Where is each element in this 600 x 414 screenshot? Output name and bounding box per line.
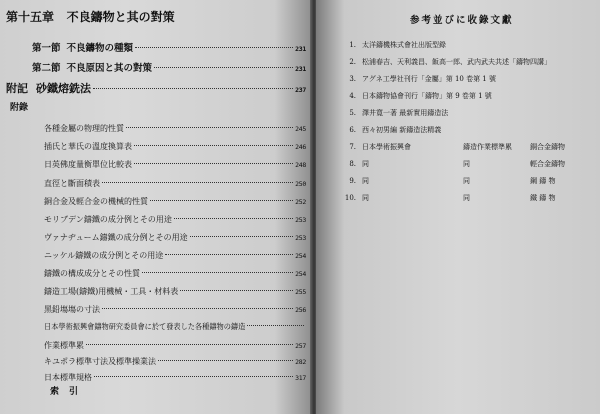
- item-title: 日英佛度量衡單位比較表: [44, 160, 132, 169]
- reference-number: 7.: [349, 143, 356, 151]
- toc-item: [44, 250, 306, 261]
- item-title: 銅合金及輕合金の機械的性質: [44, 197, 148, 206]
- dot-leader: [135, 47, 293, 48]
- reference-text: 同: [362, 177, 369, 185]
- page-number: 245: [295, 125, 306, 133]
- section-label: 第一節: [32, 43, 61, 54]
- toc-section-2: [32, 60, 306, 74]
- references-heading: 参考並びに收錄文獻: [410, 15, 514, 26]
- reference-number: 8.: [349, 160, 356, 168]
- reference-series: 同: [463, 177, 470, 185]
- section-title: 不良鑄物の種類: [66, 43, 134, 54]
- reference-text: 西々初男編 新鑄造法精義: [362, 126, 442, 134]
- reference-number: 10.: [344, 194, 356, 202]
- dot-leader: [154, 67, 293, 68]
- dot-leader: [94, 376, 293, 377]
- dot-leader: [102, 182, 293, 183]
- chapter-heading: [6, 8, 306, 25]
- reference-series: 同: [463, 194, 470, 202]
- dot-leader: [134, 145, 293, 146]
- section-label: 第二節: [32, 63, 61, 74]
- page-number: 317: [295, 374, 306, 382]
- reference-series: 鑄造作業標準累: [463, 143, 512, 151]
- toc-item: [44, 356, 306, 367]
- item-title: ニッケル鑄鐵の成分例とその用途: [44, 251, 164, 260]
- reference-text: 日本學術振興會: [362, 143, 411, 151]
- dot-leader: [190, 236, 293, 237]
- page-number: 282: [295, 358, 306, 366]
- reference-number: 9.: [349, 177, 356, 185]
- item-title: 日本標準規格: [44, 373, 92, 382]
- toc-item: [44, 268, 306, 279]
- toc-item: [44, 232, 306, 243]
- toc-item: [44, 372, 306, 383]
- reference-volume: 鋼 鑄 物: [530, 177, 556, 185]
- item-title: 黑鉛塲塲の寸法: [44, 305, 100, 314]
- reference-number: 1.: [349, 41, 356, 49]
- page-number: 255: [295, 288, 306, 296]
- page-number: 250: [295, 180, 306, 188]
- item-title: 直徑と斷面積表: [44, 179, 100, 188]
- toc-item: [44, 304, 306, 315]
- reference-number: 6.: [349, 126, 356, 134]
- reference-item: [334, 91, 596, 101]
- page-number: 257: [295, 342, 306, 350]
- dot-leader: [158, 360, 293, 361]
- page-number: 253: [295, 234, 306, 242]
- reference-text: アグネ工學社刊行「金屬」第 10 卷第 1 號: [362, 75, 496, 83]
- item-title: 作業標準累: [44, 341, 84, 350]
- dot-leader: [165, 254, 293, 255]
- dot-leader: [86, 344, 293, 345]
- toc-item: [44, 141, 306, 152]
- page-number: 256: [295, 306, 306, 314]
- reference-item: [334, 57, 596, 67]
- reference-item: [334, 40, 596, 50]
- reference-item: [334, 108, 596, 118]
- dot-leader: [142, 272, 293, 273]
- page-number: 248: [295, 161, 306, 169]
- toc-item: [44, 159, 306, 170]
- chapter-label: 第十五章: [6, 10, 55, 24]
- reference-item: [334, 74, 596, 84]
- page-number: 231: [295, 45, 306, 53]
- appendix-title: 砂鐵熔銑法: [36, 82, 91, 95]
- toc-item: [44, 123, 306, 134]
- item-title: 鑄鐵の構成成分とその性質: [44, 269, 140, 278]
- chapter-title: 不良鑄物と其の對策: [66, 10, 175, 24]
- reference-text: 日本鑄物協會刊行「鑄物」第 9 卷第 1 號: [362, 92, 492, 100]
- reference-series: 同: [463, 160, 470, 168]
- appendix-label: 附記: [6, 82, 28, 95]
- toc-item: [44, 178, 306, 189]
- toc-item: [44, 196, 306, 207]
- page-number: 254: [295, 252, 306, 260]
- item-title: ヴァナヂューム鑄鐵の成分例とその用途: [44, 233, 188, 242]
- item-title: 插氏と華氏の溫度換算表: [44, 142, 132, 151]
- dot-leader: [150, 200, 293, 201]
- toc-item: [44, 322, 306, 332]
- reference-text: 同: [362, 194, 369, 202]
- reference-volume: 鐵 鑄 物: [530, 194, 556, 202]
- page-number: 254: [295, 270, 306, 278]
- page-number: 246: [295, 143, 306, 151]
- page-number: 237: [295, 86, 306, 94]
- reference-volume: 銅合金鑄物: [530, 143, 565, 151]
- page-number: 231: [295, 65, 306, 73]
- reference-number: 5.: [349, 109, 356, 117]
- item-title: 各種金屬の物理的性質: [44, 124, 124, 133]
- dot-leader: [134, 163, 293, 164]
- item-title: モリブデン鑄鐵の成分例とその用途: [44, 215, 172, 224]
- toc-item: [44, 214, 306, 225]
- index-label: 索引: [50, 387, 89, 397]
- reference-text: 澤井寛一著 最新實用鑄造法: [362, 109, 449, 117]
- page-number: 253: [295, 216, 306, 224]
- item-title: キユポラ標準寸法及標準操業法: [44, 357, 156, 366]
- section-title: 不良原因と其の對策: [66, 63, 153, 74]
- toc-section-1: [32, 40, 306, 54]
- dot-leader: [180, 290, 293, 291]
- item-title: 鑄造工場(鑄鐵)用機械・工具・材料表: [44, 287, 179, 296]
- reference-text: 太洋鑄機株式會社出版型錄: [362, 41, 446, 49]
- reference-text: 同: [362, 160, 369, 168]
- reference-text: 松浦春吉、天利義昌、飯高一郎、武内武夫共述「鑄物四講」: [362, 58, 551, 66]
- reference-number: 4.: [349, 92, 356, 100]
- toc-appendix: [6, 80, 306, 96]
- reference-number: 2.: [349, 58, 356, 66]
- reference-number: 3.: [349, 75, 356, 83]
- dot-leader: [247, 325, 304, 326]
- dot-leader: [93, 88, 293, 89]
- appendix-subheading: 附錄: [10, 103, 29, 113]
- toc-item: [44, 286, 306, 297]
- dot-leader: [174, 218, 293, 219]
- reference-volume: 輕合金鑄物: [530, 160, 565, 168]
- reference-item: [334, 125, 596, 135]
- item-title: 日本學術振興會鑄物研究委員會に於て發表した各種鑄物の鑄造: [44, 322, 246, 331]
- toc-item: [44, 340, 306, 351]
- dot-leader: [126, 127, 293, 128]
- dot-leader: [102, 308, 293, 309]
- page-number: 252: [295, 198, 306, 206]
